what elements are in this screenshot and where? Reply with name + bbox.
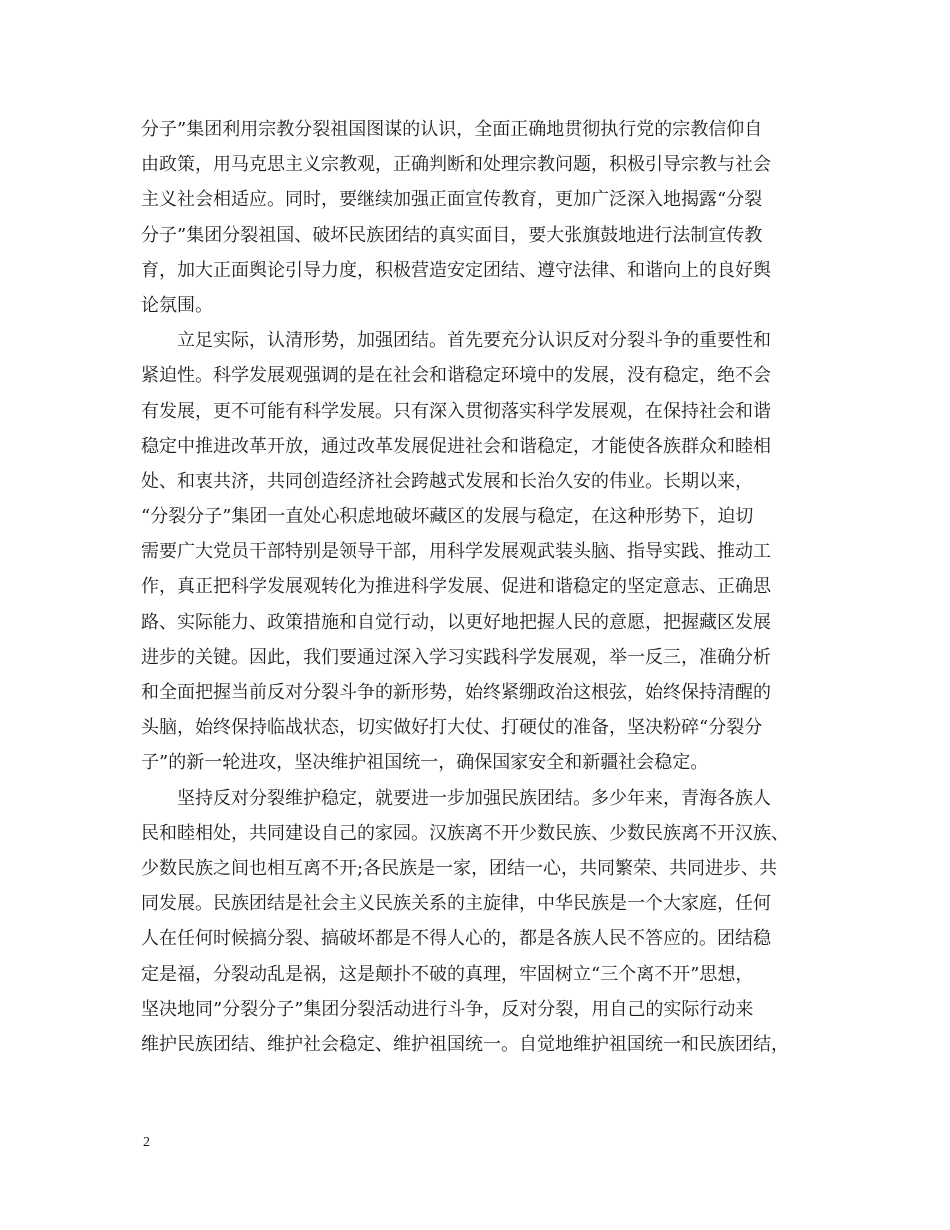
text-line: 坚持反对分裂维护稳定，就要进一步加强民族团结。多少年来，青海各族人 [141,787,771,809]
text-line: 作，真正把科学发展观转化为推进科学发展、促进和谐稳定的坚定意志、正确思 [141,576,771,598]
text-line: 分子”集团利用宗教分裂祖国图谋的认识，全面正确地贯彻执行党的宗教信仰自 [141,119,763,140]
text-line: 立足实际，认清形势，加强团结。首先要充分认识反对分裂斗争的重要性和 [141,330,771,352]
text-line: 头脑，始终保持临战状态，切实做好打大仗、打硬仗的准备，坚决粉碎“分裂分 [141,717,763,739]
text-line: 坚决地同”分裂分子”集团分裂活动进行斗争，反对分裂，用自己的实际行动来 [141,998,754,1020]
text-line: 定是福，分裂动乱是祸，这是颠扑不破的真理，牢固树立“三个离不开”思想， [141,963,754,985]
body-text [141,112,811,1062]
text-line: “分裂分子”集团一直处心积虑地破坏藏区的发展与稳定，在这种形势下，迫切 [141,506,754,528]
text-line: 紧迫性。科学发展观强调的是在社会和谐稳定环境中的发展，没有稳定，绝不会 [141,365,771,387]
text-line: 论氛围。 [141,294,213,316]
text-line: 稳定中推进改革开放，通过改革发展促进社会和谐稳定，才能使各族群众和睦相 [141,435,771,457]
text-line: 有发展，更不可能有科学发展。只有深入贯彻落实科学发展观，在保持社会和谐 [141,400,771,422]
text-line: 分子”集团分裂祖国、破坏民族团结的真实面目，要大张旗鼓地进行法制宣传教 [141,224,763,246]
text-line: 育，加大正面舆论引导力度，积极营造安定团结、遵守法律、和谐向上的良好舆 [141,259,771,281]
text-line: 进步的关键。因此，我们要通过深入学习实践科学发展观，举一反三，准确分析 [141,646,771,668]
text-line: 主义社会相适应。同时，要继续加强正面宣传教育，更加广泛深入地揭露“分裂 [141,189,763,211]
text-line: 处、和衷共济，共同创造经济社会跨越式发展和长治久安的伟业。长期以来， [141,470,753,492]
text-line: 民和睦相处，共同建设自己的家园。汉族离不开少数民族、少数民族离不开汉族、 [141,822,789,844]
text-line: 同发展。民族团结是社会主义民族关系的主旋律，中华民族是一个大家庭，任何 [141,893,771,915]
text-line: 子”的新一轮进攻，坚决维护祖国统一，确保国家安全和新疆社会稳定。 [141,752,709,774]
text-line: 路、实际能力、政策措施和自觉行动，以更好地把握人民的意愿，把握藏区发展 [141,611,771,633]
text-line: 和全面把握当前反对分裂斗争的新形势，始终紧绷政治这根弦，始终保持清醒的 [141,682,771,703]
page-number: 2 [143,1135,150,1150]
text-line: 人在任何时候搞分裂、搞破坏都是不得人心的，都是各族人民不答应的。团结稳 [141,928,771,950]
text-line: 需要广大党员干部特别是领导干部，用科学发展观武装头脑、指导实践、推动工 [141,541,771,563]
text-line: 少数民族之间也相互离不开;各民族是一家，团结一心，共同繁荣、共同进步、共 [141,857,778,879]
text-line: 维护民族团结、维护社会稳定、维护祖国统一。自觉地维护祖国统一和民族团结， [141,1033,789,1055]
text-line: 由政策，用马克思主义宗教观，正确判断和处理宗教问题，积极引导宗教与社会 [141,154,771,176]
